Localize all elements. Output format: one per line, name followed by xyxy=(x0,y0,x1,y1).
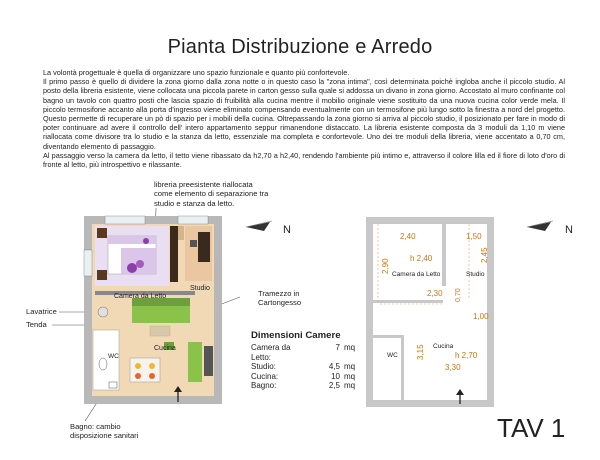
toilet xyxy=(99,358,107,370)
dimension-value: 2,5 xyxy=(328,381,340,391)
dimension-unit: mq xyxy=(344,343,356,352)
page-title: Pianta Distribuzione e Arredo xyxy=(167,36,433,58)
tenda-callout: Tenda xyxy=(26,320,47,329)
place-setting xyxy=(149,363,155,369)
project-description xyxy=(43,68,565,169)
kitchen-appliances xyxy=(204,346,213,376)
dimension-unit: mq xyxy=(344,381,356,391)
place-setting xyxy=(149,373,155,379)
orchid-flower xyxy=(143,238,149,244)
libreria-callout: libreria preesistente riallocata come elemento di separazione tra studio e stanza da letto. xyxy=(154,180,269,208)
measure-camera-ceiling: h 2,40 xyxy=(410,254,433,263)
bathroom-sink xyxy=(109,382,117,388)
north-label: N xyxy=(565,224,573,236)
dimension-row xyxy=(251,381,355,391)
dimension-row xyxy=(251,372,355,382)
measure-camera-depth: 2,90 xyxy=(381,258,390,274)
measure-side-width: 1,00 xyxy=(473,312,489,321)
description-paragraph: Il primo passo è quello di dividere la zona giorno dalla zona notte o in questo caso la "zona intima", così determinata poichè ingloba anche il piccolo studio. Al posto della libreria esistente, viene collocata una piccola parete in carton gesso sulla quale si addossa un divano in zona giorno. Accostato al muro confinante col bagno un tavolo con quattro posti che lascia spazio di fruibilità alla cucina mentre il mobilio originale viene sostituito da una nuova cucina color verde mela. Il piccolo termosifone accanto alla porta d'ingresso viene eliminato compensando eventualmente con un termosifone più lungo sotto la finestra a nord del progetto. Questo permette di recuperare un pò di spazio per i mobili della cucina. Oltrepassando la zona giorno si arriva al piccolo studio, il posizionato per fare in modo di poter continuare ad avere il controllo dell' intero appartamento seppur rimanendone distaccato. La libreria esistente composta da 3 moduli da 1,10 m viene riallocata come divisore tra lo studio e la stanza da letto, essenziale ma completa e confortevole. Uno dei tre moduli della libreria, viene accentato a 0,70 cm, diventando elemento di passaggio. xyxy=(43,77,565,151)
north-window xyxy=(105,216,145,224)
bagno-callout: Bagno: cambio disposizione sanitari xyxy=(70,422,139,441)
dimension-value: 7 xyxy=(335,343,340,352)
west-window xyxy=(84,250,92,276)
dimension-value: 4,5 xyxy=(328,362,340,372)
bathroom-wall xyxy=(373,335,403,338)
bookcase-divider-wall xyxy=(442,224,446,286)
nightstand xyxy=(97,228,107,238)
dimension-label: Bagno: xyxy=(251,381,277,391)
dining-table xyxy=(130,358,160,382)
measure-studio-width: 1,50 xyxy=(466,232,482,241)
measure-wc-depth: 3,15 xyxy=(416,344,425,360)
room-label-cucina: Cucina xyxy=(154,345,176,352)
room-label-cucina: Cucina xyxy=(433,343,454,350)
orchid-flower xyxy=(127,263,137,273)
dimension-label: Camera da Letto: xyxy=(251,343,291,362)
room-label-wc: WC xyxy=(387,352,398,359)
measure-passage-opening: 0,70 xyxy=(455,288,462,302)
dimension-label: Studio: xyxy=(251,362,276,372)
place-setting xyxy=(135,363,141,369)
dimension-row xyxy=(251,362,355,372)
measure-studio-depth: 2,45 xyxy=(480,247,489,263)
north-arrow-icon xyxy=(246,222,270,231)
dimension-label: Cucina: xyxy=(251,371,279,381)
nightstand xyxy=(97,270,107,280)
dimensions-floor-plan xyxy=(355,190,600,420)
room-label-camera: Camera da Letto xyxy=(114,293,167,300)
description-paragraph: Al passaggio verso la camera da letto, il tetto viene ribassato da h2,70 a h2,40, rendendo l'ambiente più intimo e, attraverso il colore lilla ed il fiore di loto d'oro di fronte al letto, più introspettivo e rilassante. xyxy=(43,150,565,170)
washing-machine xyxy=(98,307,108,317)
measure-cucina-width: 3,30 xyxy=(445,363,461,372)
interior-floor xyxy=(373,224,487,400)
lavatrice-callout: Lavatrice xyxy=(26,307,57,316)
room-label-studio: Studio xyxy=(190,285,210,292)
place-setting xyxy=(135,373,141,379)
measure-cucina-ceiling: h 2,70 xyxy=(455,351,478,360)
measure-camera-width: 2,40 xyxy=(400,232,416,241)
studio-chair xyxy=(190,240,197,247)
dimension-unit: mq xyxy=(344,362,356,372)
dimension-value: 10 xyxy=(331,371,340,381)
bathroom-wall xyxy=(401,335,404,400)
dimension-unit: mq xyxy=(344,371,356,381)
bookcase-divider xyxy=(170,226,178,282)
description-paragraph: La volontà progettuale è quella di organizzare uno spazio funzionale e quanto più confortevole. xyxy=(43,68,350,77)
room-label-camera: Camera da Letto xyxy=(392,271,441,278)
measure-passage-width: 2,30 xyxy=(427,289,443,298)
studio-desk xyxy=(198,232,210,262)
plasterboard-partition xyxy=(373,300,443,303)
sofa-seat xyxy=(132,306,190,323)
north-label: N xyxy=(283,224,291,236)
bookcase-shelf xyxy=(178,226,184,240)
room-label-studio: Studio xyxy=(466,271,485,278)
dimensioni-camere-title: Dimensioni Camere xyxy=(251,330,341,341)
dimension-row xyxy=(251,343,355,362)
dimensioni-camere-list xyxy=(251,343,355,391)
kitchen-counter xyxy=(188,342,202,382)
tramezzo-callout: Tramezzo in Cartongesso xyxy=(258,289,302,308)
room-label-wc: WC xyxy=(108,353,119,360)
north-arrow-icon xyxy=(527,222,551,231)
orchid-flower xyxy=(136,260,144,268)
tav-label: TAV 1 xyxy=(497,413,566,443)
north-window-2 xyxy=(178,216,208,224)
coffee-table xyxy=(150,326,170,336)
